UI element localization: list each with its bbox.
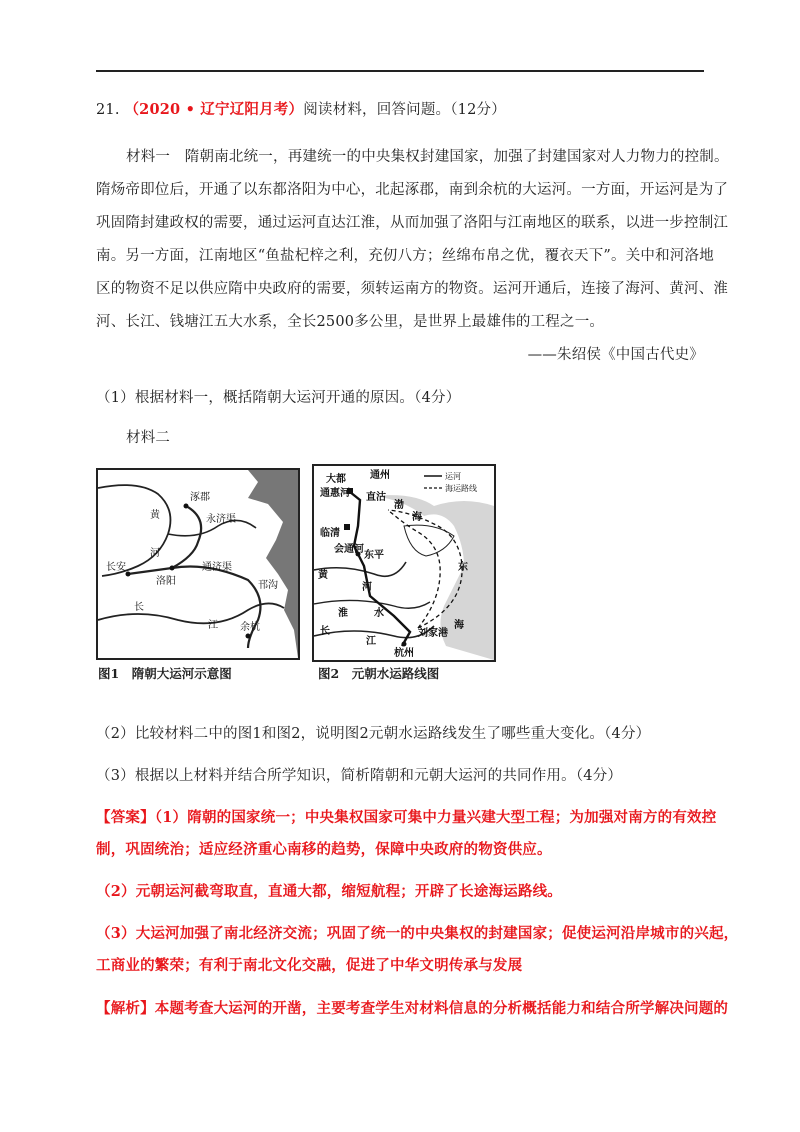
map1-label: 邗沟 [258, 580, 278, 591]
map2-label: 临清 [320, 528, 340, 539]
map2-label: 杭州 [394, 648, 414, 659]
map1-label: 通济渠 [202, 562, 232, 573]
question-source: （2020 • 辽宁辽阳月考） [124, 101, 304, 118]
map2-label: 淮 [338, 608, 348, 619]
map1-label: 河 [150, 548, 160, 559]
question-1: （1）根据材料一，概括隋朝大运河开通的原因。（4分） [96, 390, 461, 406]
map2-label: 河 [362, 582, 372, 593]
question-header [96, 98, 506, 119]
map2-label: 通惠河 [320, 488, 350, 499]
material1-line: 河、长江、钱塘江五大水系，全长2500多公里，是世界上最雄伟的工程之一。 [96, 314, 605, 330]
map1-yangtze [98, 603, 284, 623]
map2-label: 直沽 [366, 492, 386, 503]
map2-label: 海 [454, 620, 464, 631]
maps-figure [96, 462, 496, 692]
map1-label: 余杭 [240, 622, 260, 633]
map2 [312, 464, 496, 662]
question-2: （2）比较材料二中的图1和图2，说明图2元朝水运路线发生了哪些重大变化。（4分） [96, 726, 651, 742]
answer-line: （3）大运河加强了南北经济交流；巩固了统一的中央集权的封建国家；促使运河沿岸城市的兴起， [96, 925, 739, 942]
map1-label: 长 [134, 602, 144, 613]
question-number: 21. [96, 102, 120, 118]
map2-linqing-marker [344, 524, 350, 530]
top-rule [96, 70, 704, 72]
question-3: （3）根据以上材料并结合所学知识，简析隋朝和元朝大运河的共同作用。（4分） [96, 768, 623, 784]
map2-label: 黄 [318, 570, 328, 581]
legend-canal: 运河 [445, 472, 461, 481]
map2-hangzhou-dot [402, 642, 407, 647]
map2-label: 海 [412, 512, 422, 523]
map2-label: 会通河 [334, 544, 364, 555]
legend-sea: 海运路线 [445, 484, 477, 493]
map1-drawing [98, 470, 298, 658]
material1-line: 南。另一方面，江南地区“鱼盐杞梓之利，充仞八方；丝绵布帛之优，覆衣天下”。关中和河洛地 [96, 248, 714, 264]
map2-label: 通州 [370, 470, 390, 481]
map1-label: 长安 [106, 562, 126, 573]
map1-label: 江 [208, 620, 218, 631]
map1-yuhang-dot [246, 634, 251, 639]
material1-line: 区的物资不足以供应隋中央政府的需要，须转运南方的物资。运河开通后，连接了海河、黄河、淮 [96, 281, 729, 297]
map1-label: 永济渠 [206, 514, 236, 525]
map2-label: 大都 [326, 474, 346, 485]
map1-label: 涿郡 [190, 492, 210, 503]
analysis-line: 【解析】本题考查大运河的开凿，主要考查学生对材料信息的分析概括能力和结合所学解决问题的 [96, 1000, 729, 1017]
map2-caption: 图2 元朝水运路线图 [318, 666, 440, 681]
answer-line: 工商业的繁荣；有利于南北文化交融，促进了中华文明传承与发展 [96, 957, 523, 974]
map1-changan-dot [126, 572, 131, 577]
citation: ——朱绍侯《中国古代史》 [527, 347, 704, 363]
map1-label: 洛阳 [156, 576, 176, 587]
material1-line: 隋炀帝即位后，开通了以东都洛阳为中心，北起涿郡，南到余杭的大运河。一方面，开运河是为了 [96, 182, 729, 198]
map2-label: 长 [320, 626, 330, 637]
map2-drawing [314, 466, 494, 660]
map2-label: 水 [374, 608, 384, 619]
map1-caption: 图1 隋朝大运河示意图 [98, 666, 232, 681]
material2-label: 材料二 [126, 430, 171, 446]
map2-label: 东平 [364, 550, 384, 561]
map1 [96, 468, 300, 660]
question-instruction: 阅读材料，回答问题。（12分） [303, 102, 506, 118]
map2-label: 江 [366, 636, 376, 647]
map2-label: 刘家港 [418, 628, 448, 639]
map1-label: 黄 [150, 510, 160, 521]
answer-line: 制，巩固统治；适应经济重心南移的趋势，保障中央政府的物资供应。 [96, 841, 552, 858]
map2-label: 渤 [394, 500, 404, 511]
answer-line: 【答案】（1）隋朝的国家统一；中央集权国家可集中力量兴建大型工程；为加强对南方的有效控 [96, 809, 717, 826]
map2-label: 东 [458, 562, 468, 573]
answer-line: （2）元朝运河截弯取直，直通大都，缩短航程；开辟了长途海运路线。 [96, 883, 562, 900]
map1-canal-line [128, 567, 260, 649]
material1-line: 巩固隋封建政权的需要，通过运河直达江淮，从而加强了洛阳与江南地区的联系，以进一步控制江 [96, 215, 729, 231]
map2-peninsula [404, 525, 454, 556]
map1-yongjiqu-line [172, 506, 201, 568]
map1-luoyang-dot [170, 566, 175, 571]
map2-huai-river [314, 600, 430, 608]
material1-line: 材料一 隋朝南北统一，再建统一的中央集权封建国家，加强了封建国家对人力物力的控制。 [126, 149, 729, 165]
map1-zhuojun-dot [184, 504, 189, 509]
